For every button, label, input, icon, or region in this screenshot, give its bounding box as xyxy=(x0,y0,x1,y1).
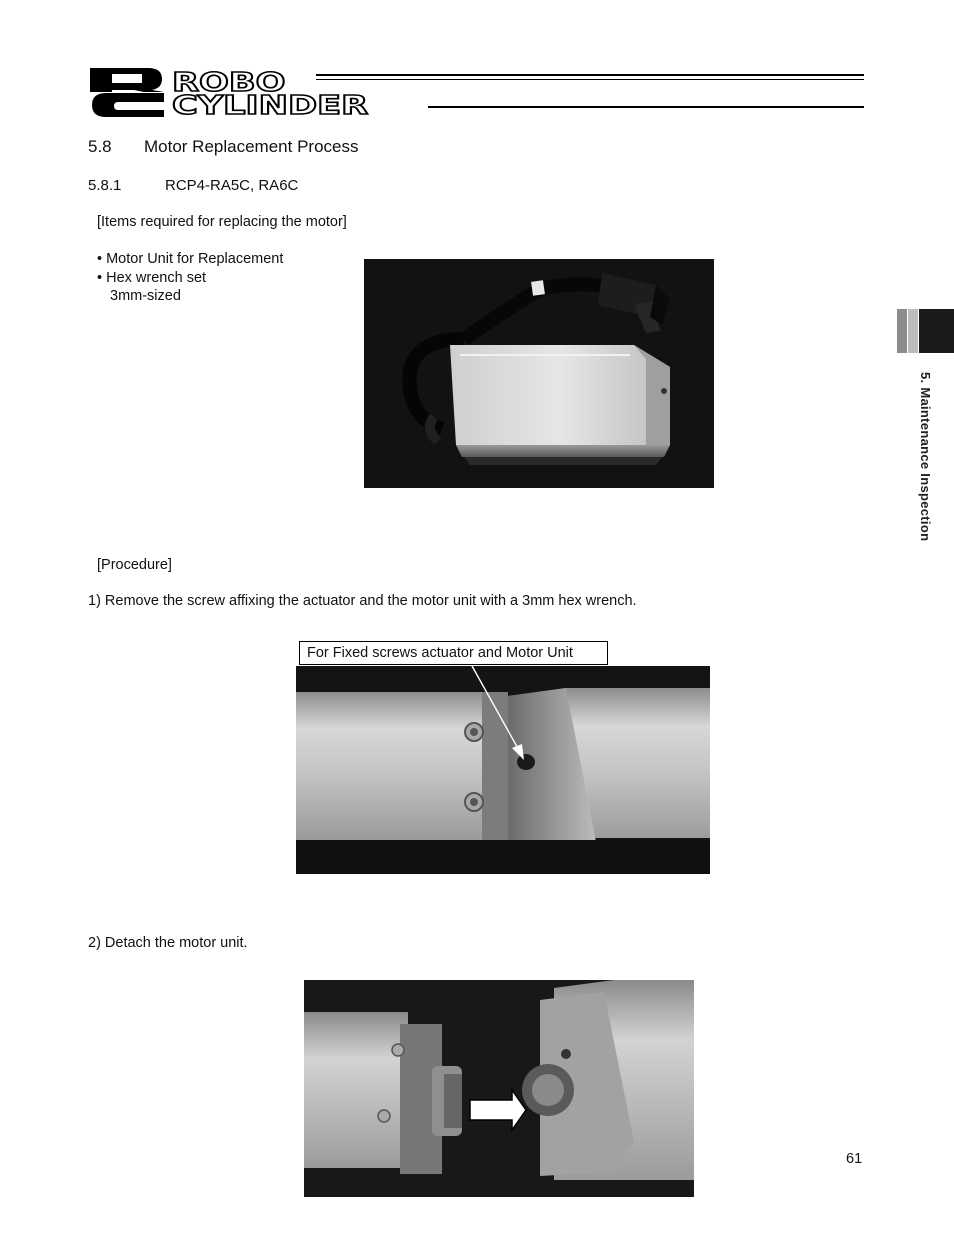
side-tab-marker xyxy=(919,309,954,353)
procedure-heading: [Procedure] xyxy=(97,557,172,573)
section-number: 5.8 xyxy=(88,137,112,156)
side-tab-label: 5. Maintenance Inspection xyxy=(918,372,933,542)
step-2-text: 2) Detach the motor unit. xyxy=(88,935,248,951)
item-hex-size: 3mm-sized xyxy=(110,288,181,304)
header-rule-top-2 xyxy=(316,79,864,80)
motor-unit-photo xyxy=(364,259,714,488)
side-tab-marker xyxy=(897,309,907,353)
subsection-number: 5.8.1 xyxy=(88,177,122,194)
step-1-text: 1) Remove the screw affixing the actuator and the motor unit with a 3mm hex wrench. xyxy=(88,593,637,609)
section-title: Motor Replacement Process xyxy=(144,137,359,156)
callout-label: For Fixed screws actuator and Motor Unit xyxy=(299,641,608,665)
subsection-heading xyxy=(88,177,298,194)
item-hex-wrench: • Hex wrench set xyxy=(97,270,207,286)
side-tab-marker xyxy=(908,309,918,353)
detached-motor-photo xyxy=(304,980,694,1197)
header-rule-top-1 xyxy=(316,74,864,76)
items-heading: [Items required for replacing the motor] xyxy=(97,214,347,230)
item-motor-unit: • Motor Unit for Replacement xyxy=(97,251,284,267)
rc-logo-icon xyxy=(88,66,166,118)
section-heading xyxy=(88,137,358,157)
page-number: 61 xyxy=(846,1151,863,1167)
logo-word-cylinder: CYLINDER xyxy=(172,91,369,121)
callout-arrow-icon xyxy=(468,664,528,764)
subsection-title: RCP4-RA5C, RA6C xyxy=(165,177,299,194)
logo-word-robo: ROBO xyxy=(172,68,286,98)
header-rule-bottom xyxy=(428,106,864,108)
